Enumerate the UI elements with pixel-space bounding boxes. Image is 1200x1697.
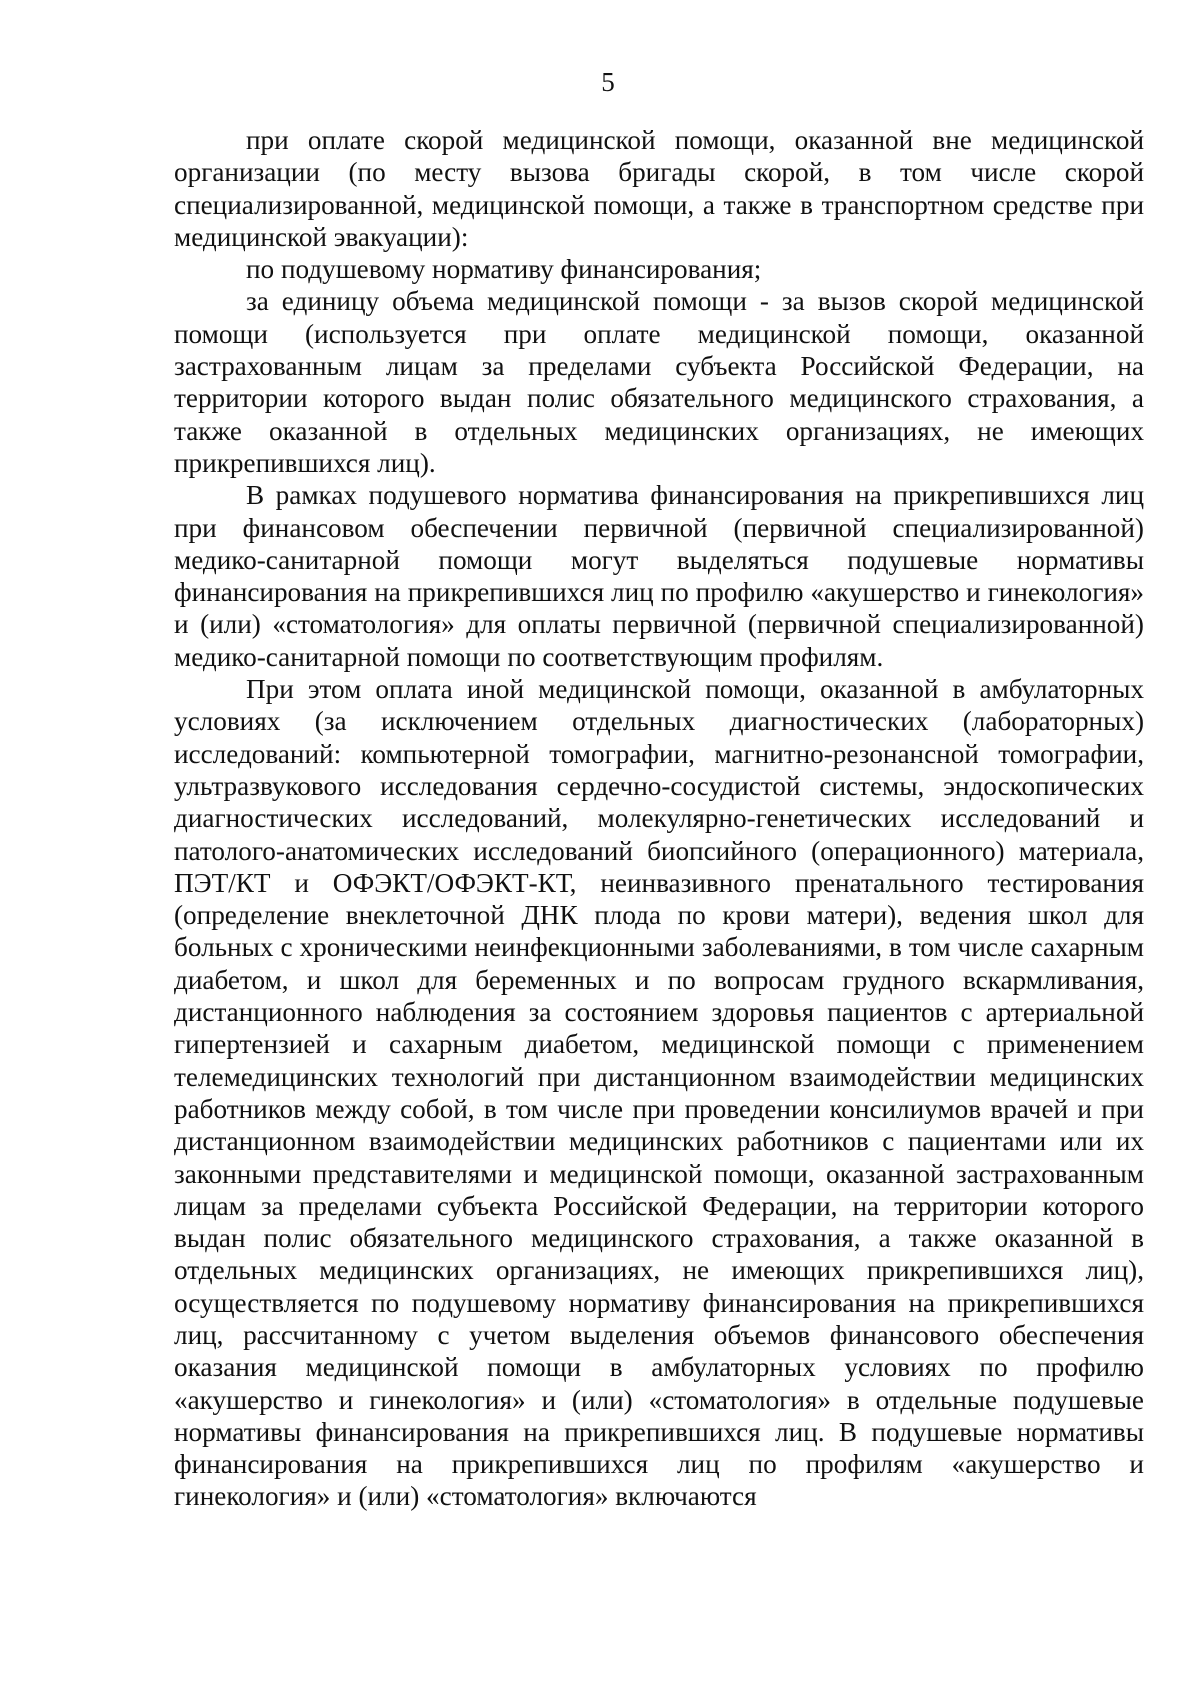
paragraph: по подушевому нормативу финансирования; [246,254,762,285]
paragraph: при оплате скорой медицинской помощи, оказанной вне медицинской организации (по месту вызова бригады скорой, в том числе скорой специализированной, медицинской помощи, а также в транспортном средстве при медицинской эвакуации): [174,125,1144,252]
paragraph: В рамках подушевого норматива финансирования на прикрепившихся лиц при финансовом обеспечении первичной (первичной специализированной) медико-санитарной помощи могут выделяться подушевые нормативы финансирования на прикрепившихся лиц по профилю «акушерство и гинекология» и (или) «стоматология» для оплаты первичной (первичной специализированной) медико-санитарной помощи по соответствующим профилям. [174,480,1144,672]
paragraph: При этом оплата иной медицинской помощи, оказанной в амбулаторных условиях (за исключением отдельных диагностических (лабораторных) исследований: компьютерной томографии, магнитно-резонансной томографии, ультразвукового исследования сердечно-сосудистой системы, эндоскопических диагностических исследований, молекулярно-генетических исследований и патолого-анатомических исследований биопсийного (операционного) материала, ПЭТ/КТ и ОФЭКТ/ОФЭКТ-КТ, неинвазивного пренатального тестирования (определение внеклеточной ДНК плода по крови матери), ведения школ для больных с хроническими неинфекционными заболеваниями, в том числе сахарным диабетом, и школ для беременных и по вопросам грудного вскармливания, дистанционного наблюдения за состоянием здоровья пациентов с артериальной гипертензией и сахарным диабетом, медицинской помощи с применением телемедицинских технологий при дистанционном взаимодействии медицинских работников между собой, в том числе при проведении консилиумов врачей и при дистанционном взаимодействии медицинских работников с пациентами или их законными представителями и медицинской помощи, оказанной застрахованным лицам за пределами субъекта Российской Федерации, на территории которого выдан полис обязательного медицинского страхования, а также оказанной в отдельных медицинских организациях, не имеющих прикрепившихся лиц), осуществляется по подушевому нормативу финансирования на прикрепившихся лиц, рассчитанному с учетом выделения объемов финансового обеспечения оказания медицинской помощи в амбулаторных условиях по профилю «акушерство и гинекология» и (или) «стоматология» в отдельные подушевые нормативы финансирования на прикрепившихся лиц. В подушевые нормативы финансирования на прикрепившихся лиц по профилям «акушерство и гинекология» и (или) «стоматология» включаются [174,674,1144,1512]
document-body [174,124,1144,1513]
page-number: 5 [601,67,615,97]
paragraph: за единицу объема медицинской помощи - за вызов скорой медицинской помощи (используется при оплате медицинской помощи, оказанной застрахованным лицам за пределами субъекта Российской Федерации, на территории которого выдан полис обязательного медицинского страхования, а также оказанной в отдельных медицинских организациях, не имеющих прикрепившихся лиц). [174,286,1144,478]
